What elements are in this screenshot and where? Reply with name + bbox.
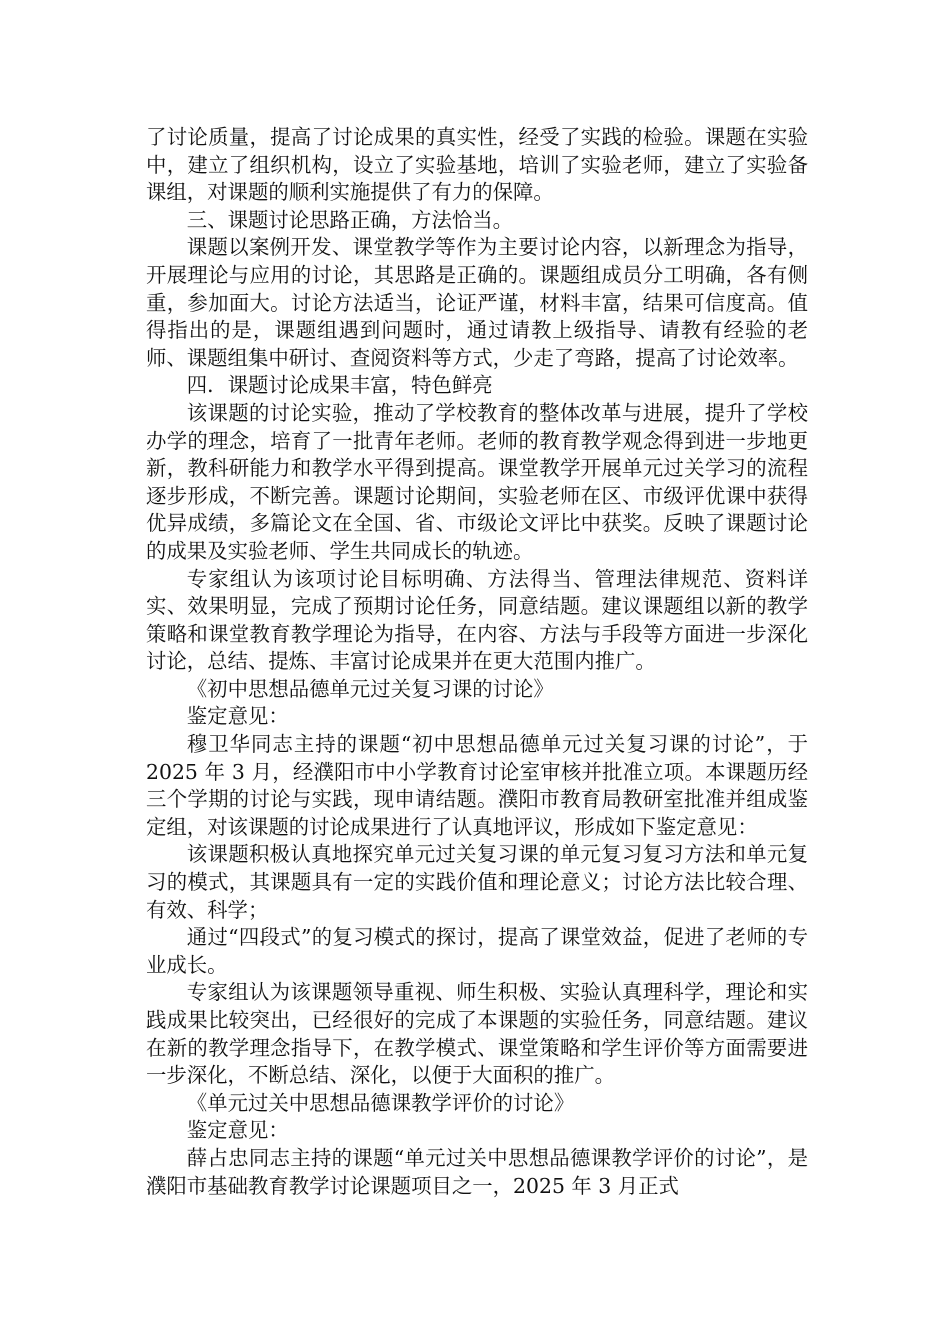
paragraph-research-results: 该课题的讨论实验，推动了学校教育的整体改革与进展，提升了学校办学的理念，培育了一批青年老师。老师的教育教学观念得到进一步地更新，教科研能力和教学水平得到提高。课堂教学开展单元过关学习的流程逐步形成，不断完善。课题讨论期间，实验老师在区、市级评优课中获得优异成绩，多篇论文在全国、省、市级论文评比中获奖。反映了课题讨论的成果及实验老师、学生共同成长的轨迹。	[146, 400, 808, 563]
paragraph-four-stage-model: 通过“四段式”的复习模式的探讨，提高了课堂效益，促进了老师的专业成长。	[146, 925, 808, 977]
paragraph-project-intro-1: 穆卫华同志主持的课题“初中思想品德单元过关复习课的讨论”，于 2025 年 3 月，经濮阳市中小学教育讨论室审核并批准立项。本课题历经三个学期的讨论与实践，现申请结题。濮阳市教育局教研室批准并组成鉴定组，对该课题的讨论成果进行了认真地评议，形成如下鉴定意见：	[146, 732, 808, 839]
paragraph-project-intro-2: 薛占忠同志主持的课题“单元过关中思想品德课教学评价的讨论”，是濮阳市基础教育教学讨论课题项目之一，2025 年 3 月正式	[146, 1145, 808, 1198]
paragraph-review-method: 该课题积极认真地探究单元过关复习课的单元复习复习方法和单元复习的模式，其课题具有一定的实践价值和理论意义；讨论方法比较合理、有效、科学；	[146, 842, 808, 922]
paragraph-research-approach: 课题以案例开发、课堂教学等作为主要讨论内容，以新理念为指导，开展理论与应用的讨论，其思路是正确的。课题组成员分工明确，各有侧重，参加面大。讨论方法适当，论证严谨，材料丰富，结果可信度高。值得指出的是，课题组遇到问题时，通过请教上级指导、请教有经验的老师、课题组集中研讨、查阅资料等方式，少走了弯路，提高了讨论效率。	[146, 235, 808, 370]
section-heading-four: 四．课题讨论成果丰富，特色鲜亮	[186, 373, 493, 398]
paragraph-expert-opinion-1: 专家组认为该项讨论目标明确、方法得当、管理法律规范、资料详实、效果明显，完成了预期讨论任务，同意结题。建议课题组以新的教学策略和课堂教育教学理论为指导，在内容、方法与手段等方面进一步深化讨论，总结、提炼、丰富讨论成果并在更大范围内推广。	[146, 566, 808, 674]
project-title-review-class: 《初中思想品德单元过关复习课的讨论》	[186, 676, 554, 701]
paragraph-expert-opinion-2: 专家组认为该课题领导重视、师生积极、实验认真理科学，理论和实践成果比较突出，已经很好的完成了本课题的实验任务，同意结题。建议在新的教学理念指导下，在教学模式、课堂策略和学生评价等方面需要进一步深化，不断总结、深化，以便于大面积的推广。	[146, 980, 808, 1088]
appraisal-label-1: 鉴定意见：	[186, 704, 289, 729]
section-heading-three: 三、课题讨论思路正确，方法恰当。	[186, 207, 514, 232]
appraisal-label-2: 鉴定意见：	[186, 1118, 289, 1143]
project-title-teaching-evaluation: 《单元过关中思想品德课教学评价的讨论》	[186, 1090, 575, 1115]
paragraph-quality-continued: 了讨论质量，提高了讨论成果的真实性，经受了实践的检验。课题在实验中，建立了组织机构，设立了实验基地，培训了实验老师，建立了实验备课组，对课题的顺利实施提供了有力的保障。	[146, 125, 808, 205]
document-page	[146, 124, 808, 1200]
